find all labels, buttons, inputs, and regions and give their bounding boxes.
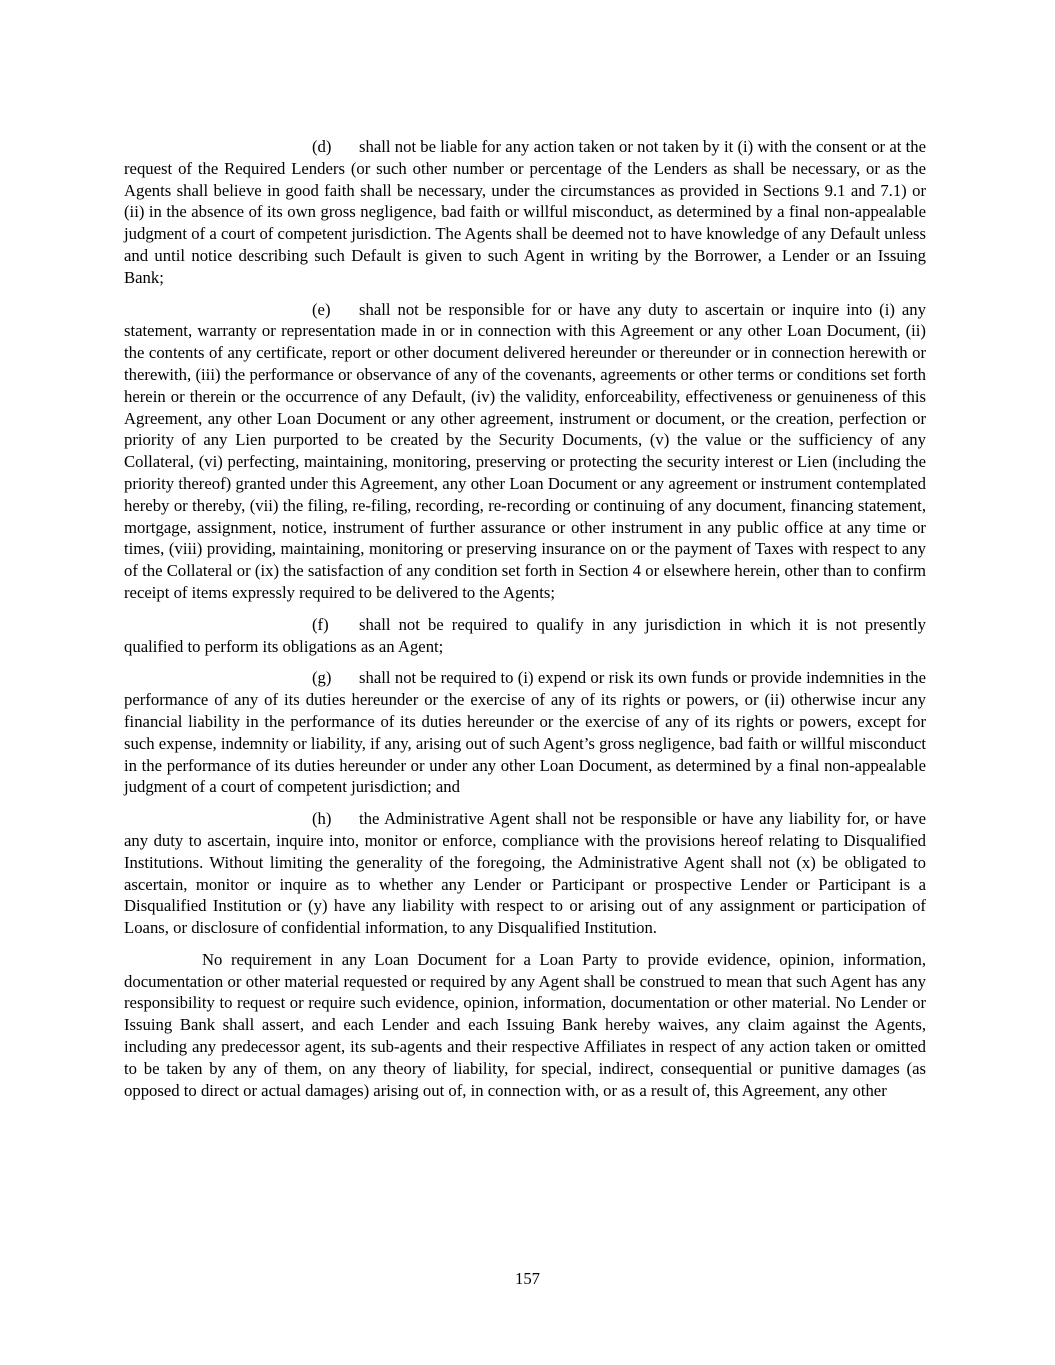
document-body	[124, 136, 926, 1111]
clause-text: the Administrative Agent shall not be responsible or have any liability for, or have any duty to ascertain, inquire into, monitor or enforce, compliance with the provisions hereof relating to Disqualified Institutions. Without limiting the generality of the foregoing, the Administrative Agent shall not (x) be obligated to ascertain, monitor or inquire as to whether any Lender or Participant or prospective Lender or Participant is a Disqualified Institution or (y) have any liability with respect to or arising out of any assignment or participation of Loans, or disclosure of confidential information, to any Disqualified Institution.	[124, 809, 926, 938]
clause-text: shall not be liable for any action taken or not taken by it (i) with the consent or at the request of the Required Lenders (or such other number or percentage of the Lenders as shall be necessary, or as the Agents shall believe in good faith shall be necessary, under the circumstances as provided in Sections 9.1 and 7.1) or (ii) in the absence of its own gross negligence, bad faith or willful misconduct, as determined by a final non-appealable judgment of a court of competent jurisdiction. The Agents shall be deemed not to have knowledge of any Default unless and until notice describing such Default is given to such Agent in writing by the Borrower, a Lender or an Issuing Bank;	[124, 137, 926, 287]
closing-paragraph: No requirement in any Loan Document for a Loan Party to provide evidence, opinion, information, documentation or other material requested or required by any Agent shall be construed to mean that such Agent has any responsibility to request or require such evidence, opinion, information, documentation or other material. No Lender or Issuing Bank shall assert, and each Lender and each Issuing Bank hereby waives, any claim against the Agents, including any predecessor agent, its sub-agents and their respective Affiliates in respect of any action taken or omitted to be taken by any of them, on any theory of liability, for special, indirect, consequential or punitive damages (as opposed to direct or actual damages) arising out of, in connection with, or as a result of, this Agreement, any other	[124, 949, 926, 1100]
clause-marker: (e)	[312, 299, 331, 319]
clause-marker: (h)	[312, 809, 332, 829]
clause-text: shall not be responsible for or have any duty to ascertain or inquire into (i) any statement, warranty or representation made in or in connection with this Agreement or any other Loan Document, (ii) the contents of any certificate, report or other document delivered hereunder or thereunder or in connection herewith or therewith, (iii) the performance or observance of any of the covenants, agreements or other terms or conditions set forth herein or therein or the occurrence of any Default, (iv) the validity, enforceability, effectiveness or genuineness of this Agreement, any other Loan Document or any other agreement, instrument or document, or the creation, perfection or priority of any Lien purported to be created by the Security Documents, (v) the value or the sufficiency of any Collateral, (vi) perfecting, maintaining, monitoring, preserving or protecting the security interest or Lien (including the priority thereof) granted under this Agreement, any other Loan Document or any agreement or instrument contemplated hereby or thereby, (vii) the filing, re-filing, recording, re-recording or continuing of any document, financing statement, mortgage, assignment, notice, instrument of further assurance or other instrument in any public office at any time or times, (viii) providing, maintaining, monitoring or preserving insurance on or the payment of Taxes with respect to any of the Collateral or (ix) the satisfaction of any condition set forth in Section 4 or elsewhere herein, other than to confirm receipt of items expressly required to be delivered to the Agents;	[124, 299, 926, 602]
clause-e	[124, 299, 926, 604]
clause-g	[124, 667, 926, 798]
clause-marker: (g)	[312, 668, 332, 688]
clause-text: shall not be required to qualify in any jurisdiction in which it is not presently qualified to perform its obligations as an Agent;	[124, 614, 926, 656]
clause-text: shall not be required to (i) expend or risk its own funds or provide indemnities in the performance of any of its duties hereunder or the exercise of any of its rights or powers, or (ii) otherwise incur any financial liability in the performance of its duties hereunder or the exercise of any of its rights or powers, except for such expense, indemnity or liability, if any, arising out of such Agent’s gross negligence, bad faith or willful misconduct in the performance of its duties hereunder or under any other Loan Document, as determined by a final non-appealable judgment of a court of competent jurisdiction; and	[124, 668, 926, 797]
clause-marker: (d)	[312, 137, 332, 156]
clause-f	[124, 614, 926, 658]
clause-d	[124, 136, 926, 289]
page-number: 157	[514, 1269, 541, 1288]
clause-marker: (f)	[312, 614, 329, 634]
clause-h	[124, 808, 926, 939]
